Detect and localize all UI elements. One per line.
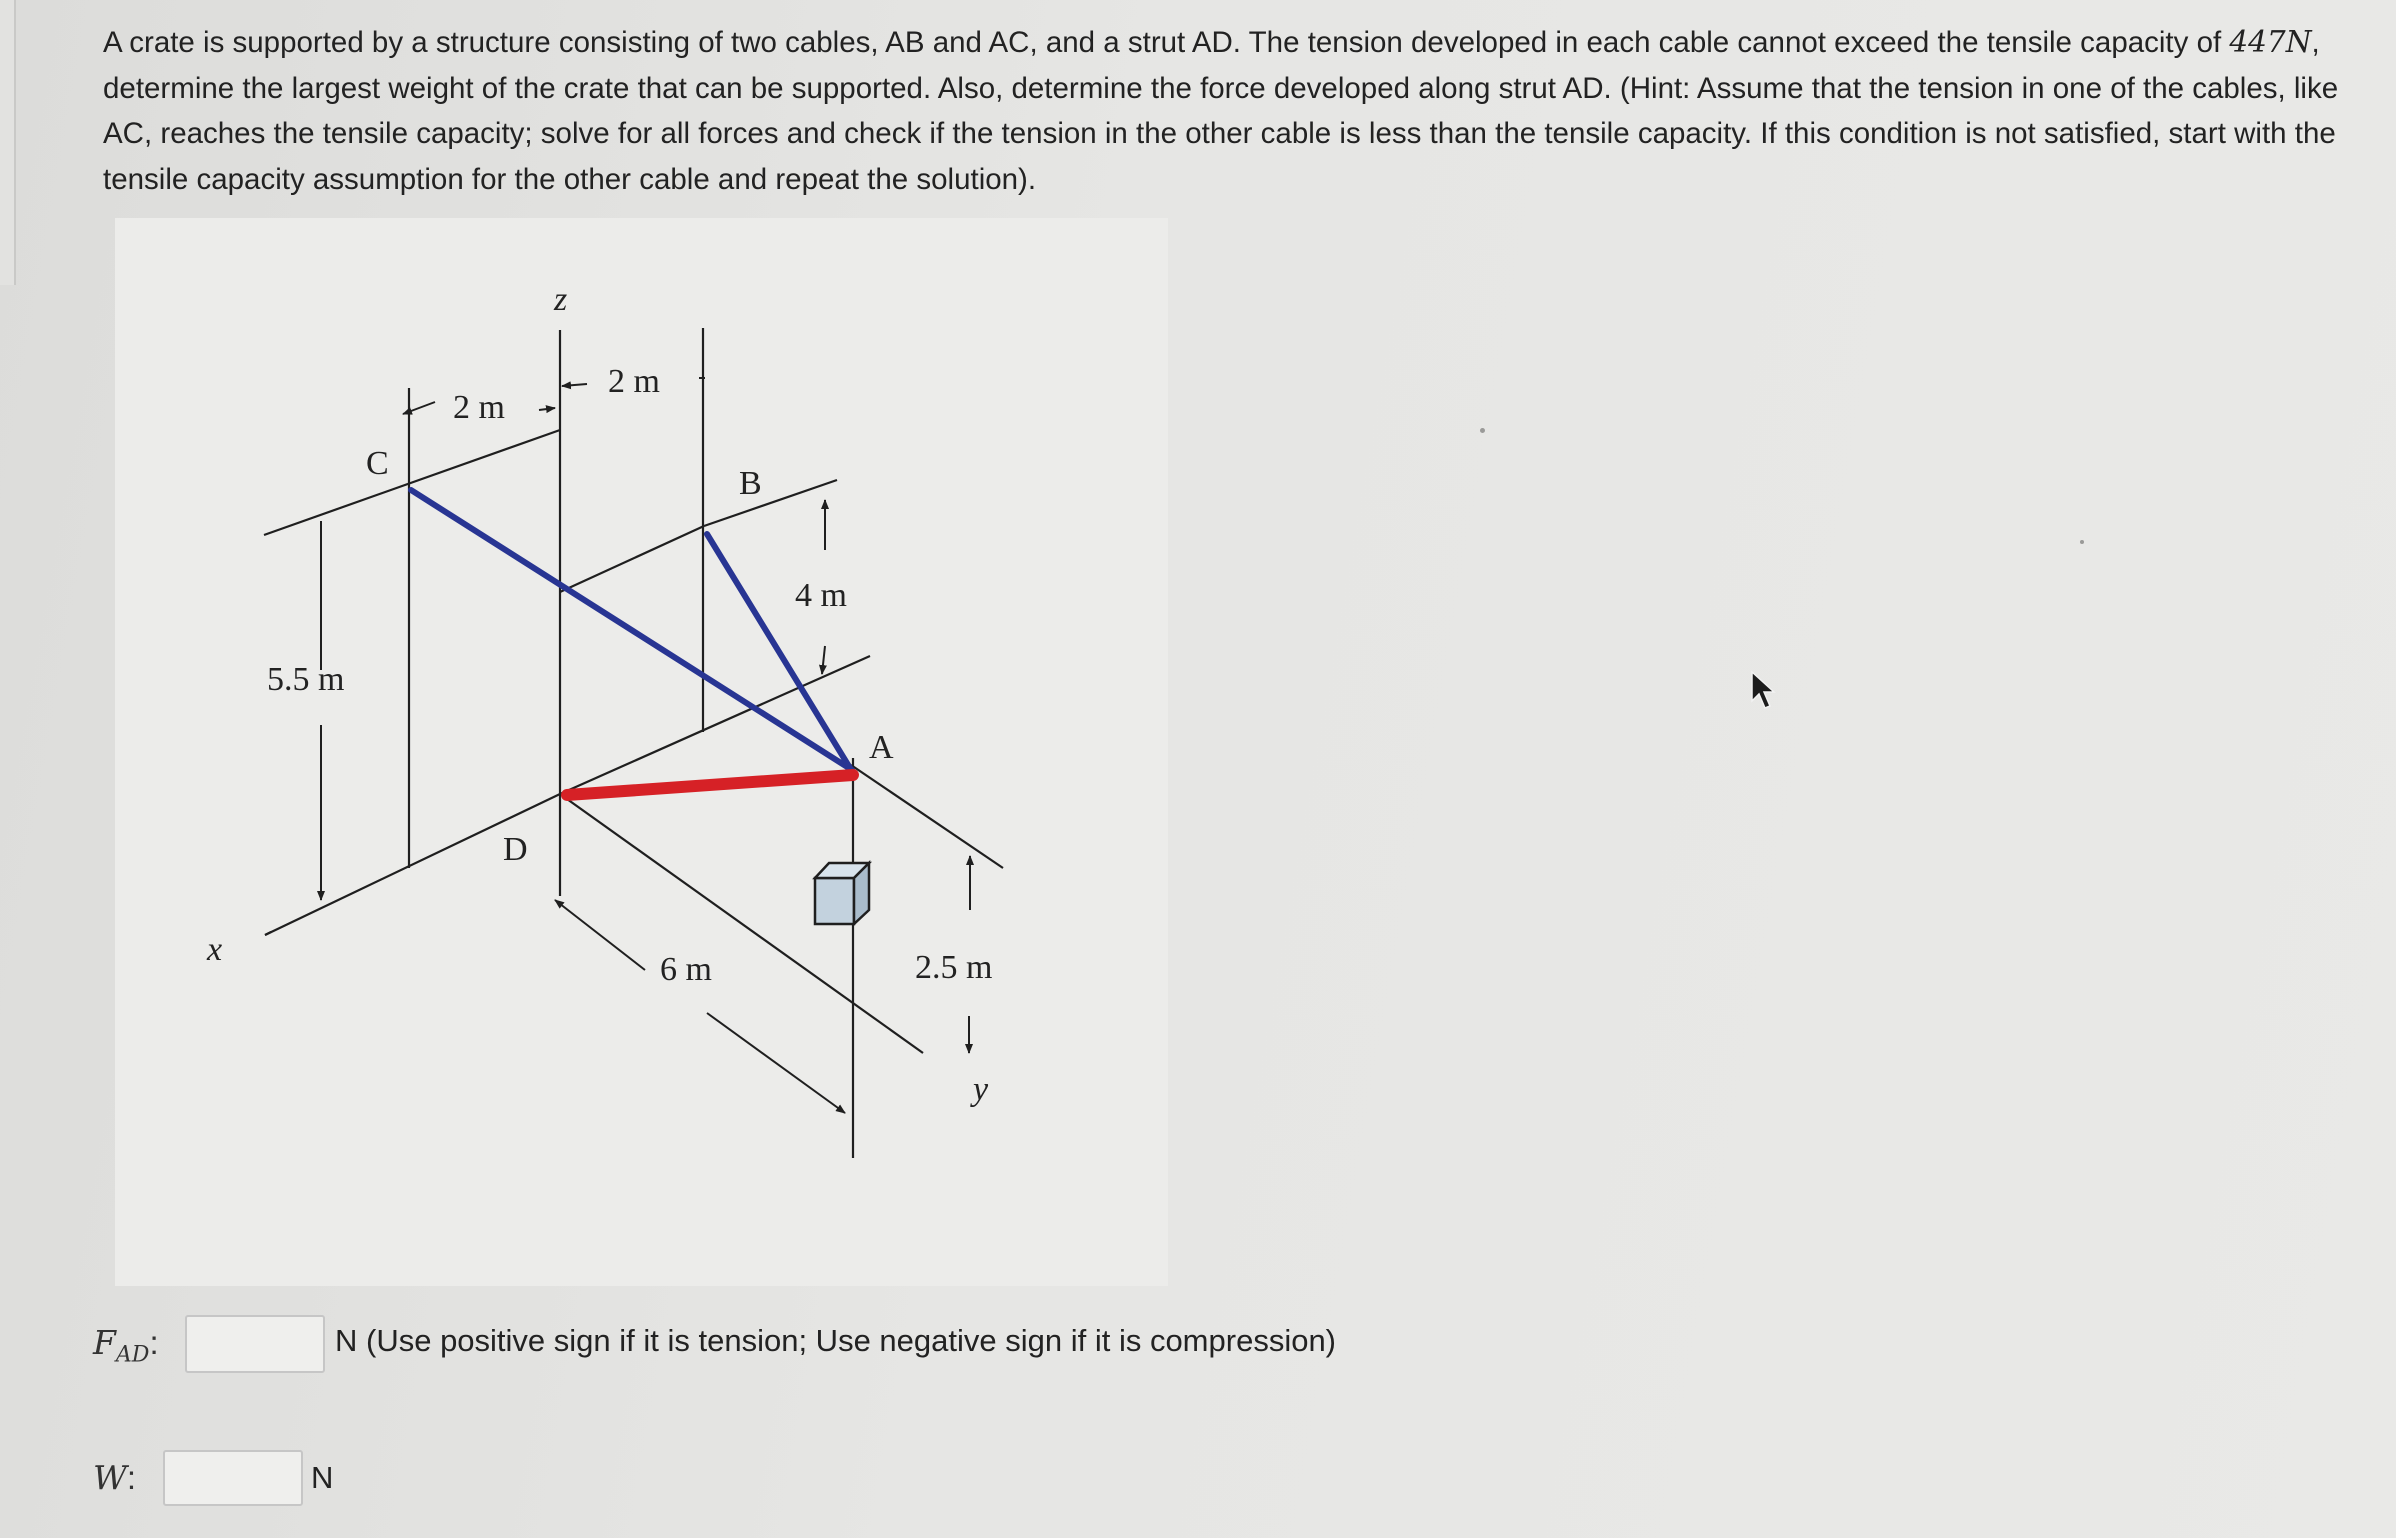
top-right-line	[704, 480, 837, 526]
problem-statement	[103, 20, 2383, 202]
cable-ac	[411, 490, 852, 770]
point-c-label: C	[366, 445, 389, 482]
w-symbol: W	[93, 1458, 127, 1497]
y-axis-label: y	[973, 1071, 989, 1108]
fad-colon: :	[149, 1324, 159, 1361]
x-axis-tip	[265, 932, 271, 935]
top-left-line	[264, 430, 560, 535]
w-input[interactable]	[163, 1450, 303, 1506]
dim-4m-lower	[822, 646, 825, 674]
screen-speck	[2080, 540, 2084, 544]
point-d-label: D	[503, 831, 528, 868]
fad-symbol: F	[93, 1323, 116, 1362]
w-colon: :	[126, 1459, 137, 1496]
fad-label	[93, 1323, 159, 1368]
mouse-cursor-icon	[1748, 670, 1778, 710]
x-axis-label: x	[207, 931, 223, 968]
dim-2m-right-label: 2 m	[608, 363, 660, 400]
window-edge	[0, 0, 16, 285]
point-a-label: A	[869, 729, 894, 766]
dim-2m-left-label: 2 m	[453, 389, 505, 426]
ground-front-line	[851, 765, 1003, 868]
dim-6m-lower	[707, 1013, 845, 1113]
fad-subscript: AD	[115, 1342, 150, 1368]
w-unit-text: N	[311, 1460, 334, 1495]
structure-diagram	[115, 218, 1168, 1286]
z-axis-label: z	[554, 281, 568, 318]
dim-2m-right-arrow-left	[562, 384, 587, 386]
cable-ab	[707, 534, 850, 768]
dim-5-5m-label: 5.5 m	[267, 661, 345, 698]
tensile-capacity-value: 447N	[2229, 25, 2312, 59]
fad-input[interactable]	[185, 1315, 325, 1373]
screen-speck	[1480, 428, 1485, 433]
strut-ad	[567, 775, 853, 795]
point-b-label: B	[739, 465, 762, 502]
structure-figure	[115, 218, 1168, 1286]
mid-line	[560, 526, 704, 592]
dim-2m-left-arrow-right	[539, 408, 555, 410]
fad-unit-text: N (Use positive sign if it is tension; Use negative sign if it is compression)	[335, 1323, 1337, 1358]
dim-6m-upper	[555, 900, 645, 970]
w-label	[93, 1458, 136, 1497]
problem-text-before: A crate is supported by a structure consisting of two cables, AB and AC, and a strut AD. The tension developed in each cable cannot exceed the tensile capacity of	[103, 26, 2230, 59]
problem-text-after: , determine the largest weight of the crate that can be supported. Also, determine the force developed along strut AD. (Hint: Assume that the tension in one of the cables, like AC, reaches the tensile capacity; solve for all forces and check if the tension in the other cable is less than the tensile capacity. If this condition is not satisfied, start with the tensile capacity assumption for the other cable and repeat the solution).	[103, 26, 2339, 196]
dim-6m-label: 6 m	[660, 951, 712, 988]
dim-2-5m-label: 2.5 m	[915, 949, 993, 986]
y-axis-line	[560, 794, 923, 1053]
crate	[815, 863, 869, 924]
cables	[411, 490, 852, 770]
dim-4m-label: 4 m	[795, 577, 847, 614]
dim-2m-left-arrow-left	[403, 402, 435, 414]
